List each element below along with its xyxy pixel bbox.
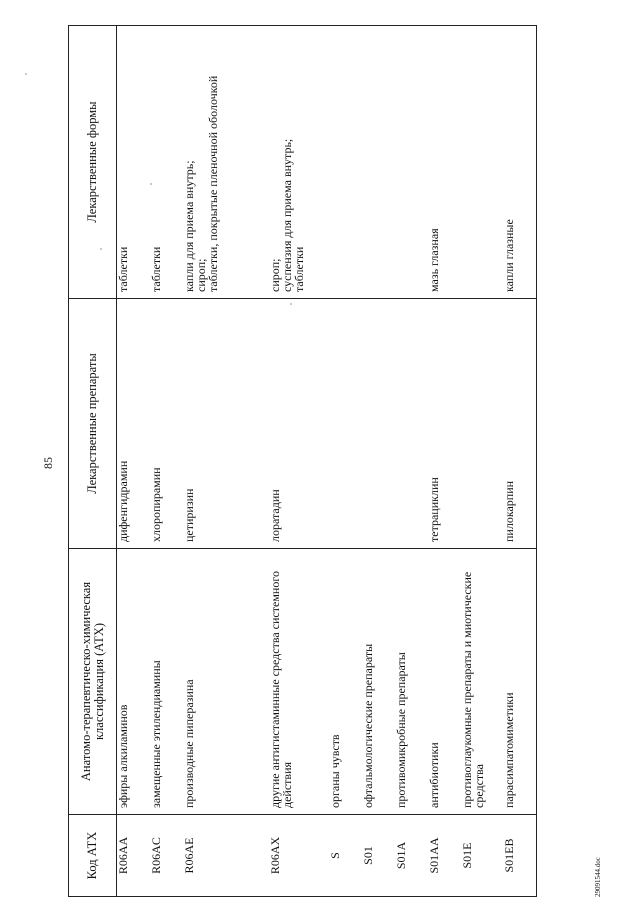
table-header-row xyxy=(69,26,117,897)
row-classification: эфиры алкиламинов xyxy=(117,549,151,815)
row-forms xyxy=(428,26,461,299)
header-classification: Анатомо-терапевтическо-химическая классификация (АТХ) xyxy=(69,549,117,815)
row-classification: другие антигистаминные средства системного действия xyxy=(269,549,329,815)
footer-filename: 29091544.doc xyxy=(594,857,602,897)
row-forms xyxy=(329,26,362,299)
row-drug: лоратадин xyxy=(269,299,329,549)
header-code: Код АТХ xyxy=(69,815,117,897)
form-line: таблетки xyxy=(116,246,130,292)
scan-dot xyxy=(25,73,27,75)
header-drugs: Лекарственные препараты xyxy=(69,299,117,549)
table-row xyxy=(117,26,151,897)
table-row xyxy=(362,26,395,897)
row-classification: офтальмологические препараты xyxy=(362,549,395,815)
atx-table xyxy=(68,25,537,897)
row-forms xyxy=(461,26,503,299)
row-forms xyxy=(503,26,537,299)
row-forms xyxy=(395,26,428,299)
form-line: таблетки xyxy=(149,246,163,292)
row-classification: замещенные этилендиамины xyxy=(150,549,183,815)
table-row xyxy=(428,26,461,897)
row-classification: органы чувств xyxy=(329,549,362,815)
page-number: 85 xyxy=(41,457,55,469)
row-drug xyxy=(362,299,395,549)
row-drug xyxy=(395,299,428,549)
table-row xyxy=(503,26,537,897)
row-classification: противомикробные препараты xyxy=(395,549,428,815)
form-line: таблетки, покрытые пленочной оболочкой xyxy=(206,75,220,292)
table-row xyxy=(395,26,428,897)
row-code: R06AC xyxy=(150,815,183,897)
row-code: S01EB xyxy=(503,815,537,897)
row-forms xyxy=(150,26,183,299)
row-code: R06AA xyxy=(117,815,151,897)
table-row xyxy=(461,26,503,897)
row-drug xyxy=(461,299,503,549)
row-forms xyxy=(183,26,269,299)
table-row xyxy=(269,26,329,897)
form-line: капли глазные xyxy=(502,219,516,292)
row-classification: парасимпатомиметики xyxy=(503,549,537,815)
row-code: S01A xyxy=(395,815,428,897)
row-drug: тетрациклин xyxy=(428,299,461,549)
row-drug xyxy=(329,299,362,549)
row-code: S01AA xyxy=(428,815,461,897)
row-drug: цетиризин xyxy=(183,299,269,549)
row-forms xyxy=(117,26,151,299)
form-line: капли для приема внутрь; xyxy=(182,160,196,292)
table-row xyxy=(329,26,362,897)
row-code: S01 xyxy=(362,815,395,897)
row-classification: противоглаукомные препараты и миотические средства xyxy=(461,549,503,815)
form-line: таблетки xyxy=(292,246,306,292)
row-code: S xyxy=(329,815,362,897)
row-drug: хлоропирамин xyxy=(150,299,183,549)
row-drug: дифенгидрамин xyxy=(117,299,151,549)
row-forms xyxy=(269,26,329,299)
row-classification: производные пиперазина xyxy=(183,549,269,815)
row-code: R06AE xyxy=(183,815,269,897)
table-row xyxy=(183,26,269,897)
table-row xyxy=(150,26,183,897)
row-drug: пилокарпин xyxy=(503,299,537,549)
header-forms: Лекарственные формы xyxy=(69,26,117,299)
form-line: суспензия для приема внутрь; xyxy=(280,138,294,292)
row-code: R06AX xyxy=(269,815,329,897)
row-classification: антибиотики xyxy=(428,549,461,815)
form-line: сироп; xyxy=(268,258,282,292)
form-line: мазь глазная xyxy=(427,228,441,292)
form-line: сироп; xyxy=(194,258,208,292)
row-forms xyxy=(362,26,395,299)
row-code: S01E xyxy=(461,815,503,897)
